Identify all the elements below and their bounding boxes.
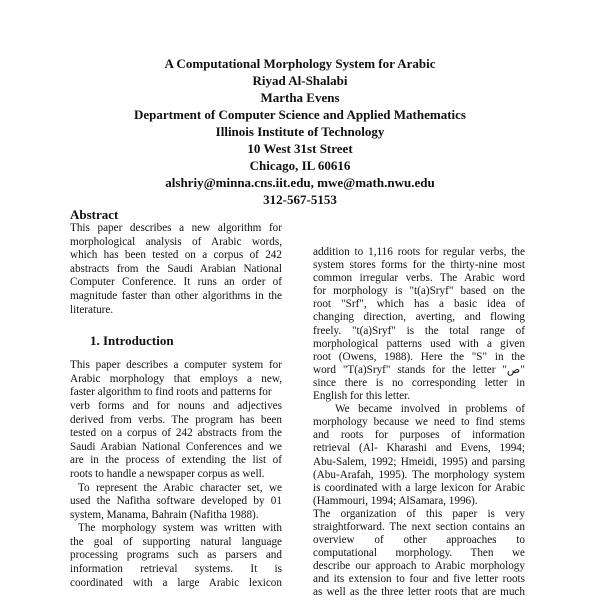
header-line: 10 West 31st Street [247, 141, 353, 156]
intro-body [70, 359, 282, 590]
text-line: (Abu-Arafah, 1995). The morphology system [313, 468, 525, 481]
header-line: alshriy@minna.cns.iit.edu, mwe@math.nwu.edu [165, 175, 435, 190]
left-column [70, 207, 282, 590]
text-line: is coordinated with a large lexicon for Arabic [313, 481, 525, 494]
text-line: verb forms and for nouns and adjectives [70, 399, 282, 412]
text-line: Saudi Arabian National Conferences and we [70, 440, 282, 453]
abstract-heading: Abstract [70, 207, 119, 222]
right-column [313, 246, 525, 600]
title-block [0, 55, 600, 208]
text-line: derived from verbs. The program has been [70, 413, 282, 426]
text-line: for morphology is "t(a)Sryf" based on the [313, 285, 525, 298]
header-line: Martha Evens [260, 90, 340, 105]
header-line: Illinois Institute of Technology [215, 124, 385, 139]
text-line: are in the process of extending the list of [70, 454, 282, 467]
text-line: Arabic morphology that employs a new, [70, 372, 282, 385]
text-line: English for this letter. [313, 390, 410, 403]
text-line: literature. [70, 303, 114, 316]
text-line: The organization of this paper is very [313, 507, 525, 520]
text-line: To represent the Arabic character set, we [78, 481, 282, 494]
text-line: addition to 1,116 roots for regular verbs, the [313, 246, 525, 258]
text-line: used the Nafitha software developed by 01 [70, 495, 282, 508]
text-line: changing direction, averting, and flowing [313, 311, 525, 324]
header-line: A Computational Morphology System for Arabic [164, 56, 436, 71]
text-line: morphological analysis of Arabic words, [70, 235, 282, 248]
header-line: 312-567-5153 [263, 192, 337, 207]
text-line: This paper describes a computer system for [70, 359, 282, 372]
text-line: magnitude faster than other algorithms in the [70, 289, 282, 302]
text-line: system stores forms for the thirty-nine most [313, 259, 525, 272]
text-line: tested on a corpus of 242 abstracts from the [70, 427, 282, 440]
text-line: root (Owens, 1988). Here the "S" in the [313, 350, 525, 363]
text-line: the goal of supporting natural language [70, 535, 282, 548]
text-line: and roots for purposes of information [313, 429, 525, 442]
text-line: word "T(a)Sryf" stands for the letter "ص" [313, 363, 525, 376]
text-line: The morphology system was written with [78, 522, 282, 535]
text-line: roots to handle a newspaper corpus as well. [70, 467, 265, 480]
text-line: This paper describes a new algorithm for [70, 222, 282, 234]
text-line: overview of other approaches to [313, 534, 525, 547]
text-line: abstracts from the Saudi Arabian National [70, 262, 282, 275]
text-line: coordinated with a large Arabic lexicon [70, 576, 282, 589]
text-line: computational morphology. Then we [313, 547, 525, 560]
text-line: morphology because we need to find stems [313, 416, 525, 429]
text-line: straightforward. The next section contains an [313, 520, 525, 533]
text-line: Abu-Salem, 1992; Hmeidi, 1995) and parsing [313, 455, 525, 468]
text-line: processing programs such as parsers and [70, 549, 282, 562]
text-line: which has been tested on a corpus of 242 [70, 249, 282, 262]
text-line: since there is no corresponding letter in [313, 376, 525, 389]
text-line: (Hammouri, 1994; AlSamara, 1996). [313, 494, 478, 507]
text-line: faster algorithm to find roots and patterns for [70, 386, 272, 399]
text-line: Computer Conference. It runs an order of [70, 276, 282, 289]
intro-heading: 1. Introduction [90, 333, 174, 349]
header-line: Department of Computer Science and Applied Mathematics [134, 107, 466, 122]
text-line: as well as the three letter roots that are much [313, 586, 525, 599]
text-line: system, Manama, Bahrain (Nafitha 1988). [70, 508, 259, 521]
text-line: root "Srf", which has a basic idea of [313, 298, 525, 311]
text-line: and its extension to four and five letter roots [313, 573, 525, 586]
text-line: morphological patterns used with a given [313, 337, 525, 350]
text-line: freely. "t(a)Sryf" is the total range of [313, 324, 525, 337]
text-line: retrieval (Al- Kharashi and Evens, 1994; [313, 442, 525, 455]
header-line: Riyad Al-Shalabi [252, 73, 348, 88]
header-line: Chicago, IL 60616 [249, 158, 351, 173]
text-line: information retrieval systems. It is [70, 563, 282, 576]
text-line: We became involved in problems of [335, 403, 525, 416]
abstract-body [70, 222, 282, 317]
text-line: common irregular verbs. The Arabic word [313, 272, 525, 285]
text-line: describe our approach to Arabic morphology [313, 560, 525, 573]
